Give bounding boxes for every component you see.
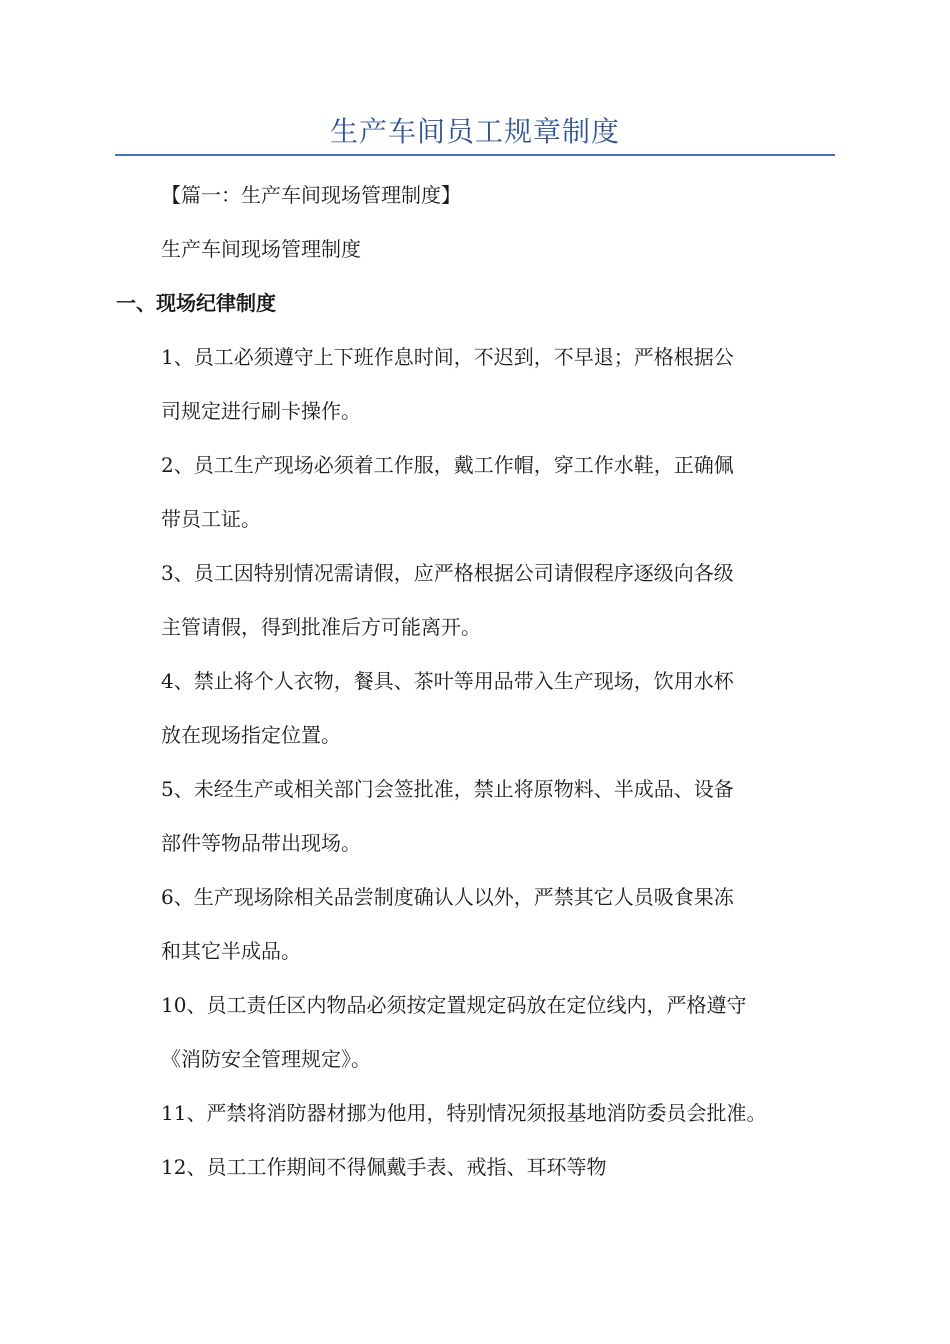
- paragraph-line: 带员工证。: [161, 507, 261, 531]
- paragraph-line: 放在现场指定位置。: [161, 723, 341, 747]
- paragraph-line: 司规定进行刷卡操作。: [161, 399, 361, 423]
- paragraph-line: 1、员工必须遵守上下班作息时间，不迟到，不早退；严格根据公: [161, 345, 734, 369]
- paragraph-line: 3、员工因特别情况需请假，应严格根据公司请假程序逐级向各级: [161, 561, 734, 585]
- paragraph-line: 6、生产现场除相关品尝制度确认人以外，严禁其它人员吸食果冻: [161, 885, 734, 909]
- part-label: 【篇一：生产车间现场管理制度】: [161, 183, 461, 207]
- paragraph-line: 4、禁止将个人衣物，餐具、茶叶等用品带入生产现场，饮用水杯: [161, 669, 734, 693]
- paragraph-line: 10、员工责任区内物品必须按定置规定码放在定位线内，严格遵守: [161, 993, 747, 1017]
- section-heading: 一、现场纪律制度: [116, 291, 276, 315]
- document-subtitle: 生产车间现场管理制度: [161, 237, 361, 261]
- paragraph-line: 和其它半成品。: [161, 939, 301, 963]
- paragraph-line: 2、员工生产现场必须着工作服，戴工作帽，穿工作水鞋，正确佩: [161, 453, 734, 477]
- paragraph-line: 《消防安全管理规定》。: [161, 1047, 371, 1071]
- paragraph-line: 11、严禁将消防器材挪为他用，特别情况须报基地消防委员会批准。: [161, 1101, 767, 1125]
- title-underline: [115, 154, 835, 156]
- paragraph-line: 12、员工工作期间不得佩戴手表、戒指、耳环等物: [161, 1155, 607, 1179]
- document-title: 生产车间员工规章制度: [329, 115, 620, 148]
- paragraph-line: 部件等物品带出现场。: [161, 831, 361, 855]
- paragraph-line: 5、未经生产或相关部门会签批准，禁止将原物料、半成品、设备: [161, 777, 734, 801]
- paragraph-line: 主管请假，得到批准后方可能离开。: [161, 615, 481, 639]
